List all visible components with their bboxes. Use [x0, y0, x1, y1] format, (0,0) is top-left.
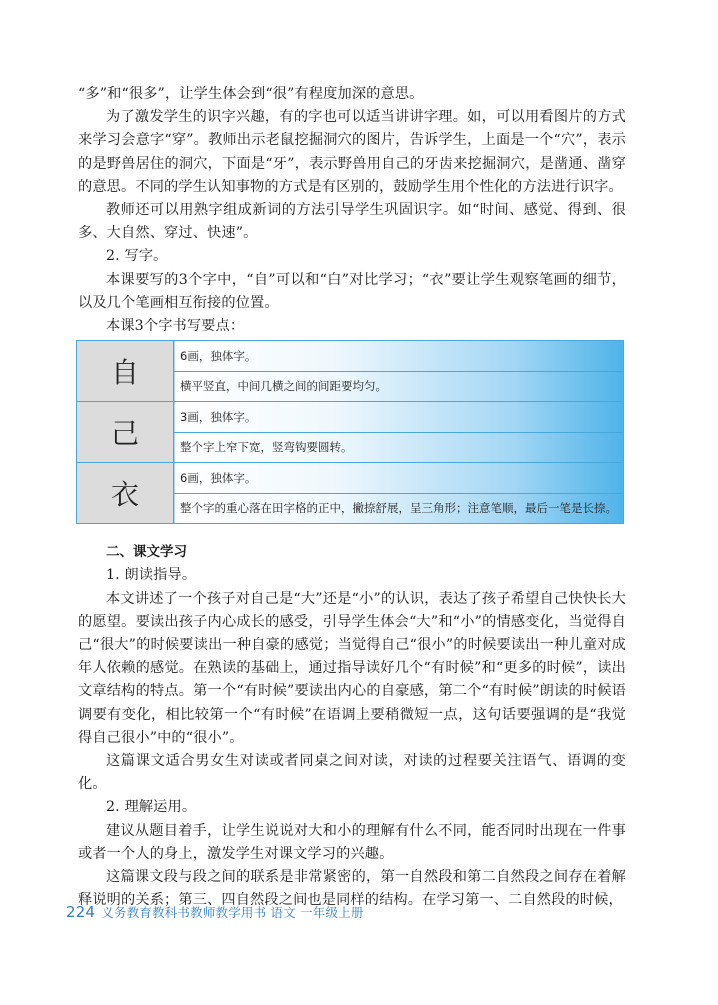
- paragraph: “多”和“很多”，让学生体会到“很”有程度加深的意思。: [78, 86, 424, 102]
- paragraph: 这篇课文段与段之间的联系是非常紧密的，第一自然段和第二自然段之间存在着解释说明的关系；第三、四自然段之间也是同样的结构。在学习第一、二自然段的时候，: [78, 869, 626, 909]
- paragraph: 本课要写的3个字中，“自”可以和“白”对比学习；“衣”要让学生观察笔画的细节，以及几个笔画相互衔接的位置。: [78, 271, 626, 311]
- paragraph: 建议从题目着手，让学生说说对大和小的理解有什么不同，能否同时出现在一件事或者一个人的身上，激发学生对课文学习的兴趣。: [78, 822, 626, 862]
- paragraph: 本课3个字书写要点：: [106, 318, 245, 335]
- character-cell: 自: [77, 341, 174, 402]
- table-row: [77, 463, 624, 494]
- character-cell: 己: [77, 402, 174, 463]
- page-body: [78, 83, 626, 912]
- writing-tip-cell: 整个字的重心落在田字格的正中，撇捺舒展，呈三角形；注意笔顺，最后一笔是长捺。: [174, 493, 624, 524]
- writing-tip-cell: 整个字上窄下宽，竖弯钩要圆转。: [174, 432, 624, 463]
- paragraph: 1. 朗读指导。: [106, 567, 197, 584]
- section-heading: 二、课文学习: [106, 544, 187, 561]
- writing-points-table: [76, 340, 624, 524]
- character-cell: 衣: [77, 463, 174, 524]
- paragraph: 2. 写字。: [106, 248, 168, 265]
- paragraph: 为了激发学生的识字兴趣，有的字也可以适当讲讲字理。如，可以用看图片的方式来学习会意字“穿”。教师出示老鼠挖掘洞穴的图片，告诉学生，上面是一个“穴”，表示的是野兽居住的洞穴，下面是“牙”，表示野兽用自己的牙齿来挖掘洞穴，是凿通、凿穿的意思。不同的学生认知事物的方式是有区别的，鼓励学生用个性化的方法进行识字。: [78, 109, 626, 195]
- book-title: 义务教育教科书教师教学用书 语文 一年级上册: [101, 905, 364, 920]
- paragraph: 本文讲述了一个孩子对自己是“大”还是“小”的认识，表达了孩子希望自己快快长大的愿望。要读出孩子内心成长的感受，引导学生体会“大”和“小”的情感变化，当觉得自己“很大”的时候要读出一种自豪的感觉；当觉得自己“很小”的时候要读出一种儿童对成年人依赖的感觉。在熟读的基础上，通过指导读好几个“有时候”和“更多的时候”，读出文章结构的特点。第一个“有时候”要读出内心的自豪感，第二个“有时候”朗读的时候语调要有变化，相比较第一个“有时候”在语调上要稍微短一点，这句话要强调的是“我觉得自己很小”中的“很小”。: [78, 590, 626, 746]
- page-footer: [66, 903, 364, 921]
- table-row: [77, 341, 624, 372]
- paragraph: 教师还可以用熟字组成新词的方法引导学生巩固识字。如“时间、感觉、得到、很多、大自然、穿过、快速”。: [78, 202, 626, 242]
- top-paragraphs: [78, 83, 626, 338]
- stroke-info-cell: 6画，独体字。: [174, 341, 624, 372]
- page-number: 224: [66, 903, 96, 921]
- bottom-paragraphs: [78, 564, 626, 912]
- stroke-info-cell: 6画，独体字。: [174, 463, 624, 494]
- paragraph: 2. 理解运用。: [106, 799, 197, 816]
- stroke-info-cell: 3画，独体字。: [174, 402, 624, 433]
- paragraph: 这篇课文适合男女生对读或者同桌之间对读，对读的过程要关注语气、语调的变化。: [78, 753, 626, 793]
- writing-tip-cell: 横平竖直，中间几横之间的间距要均匀。: [174, 371, 624, 402]
- table-row: [77, 402, 624, 433]
